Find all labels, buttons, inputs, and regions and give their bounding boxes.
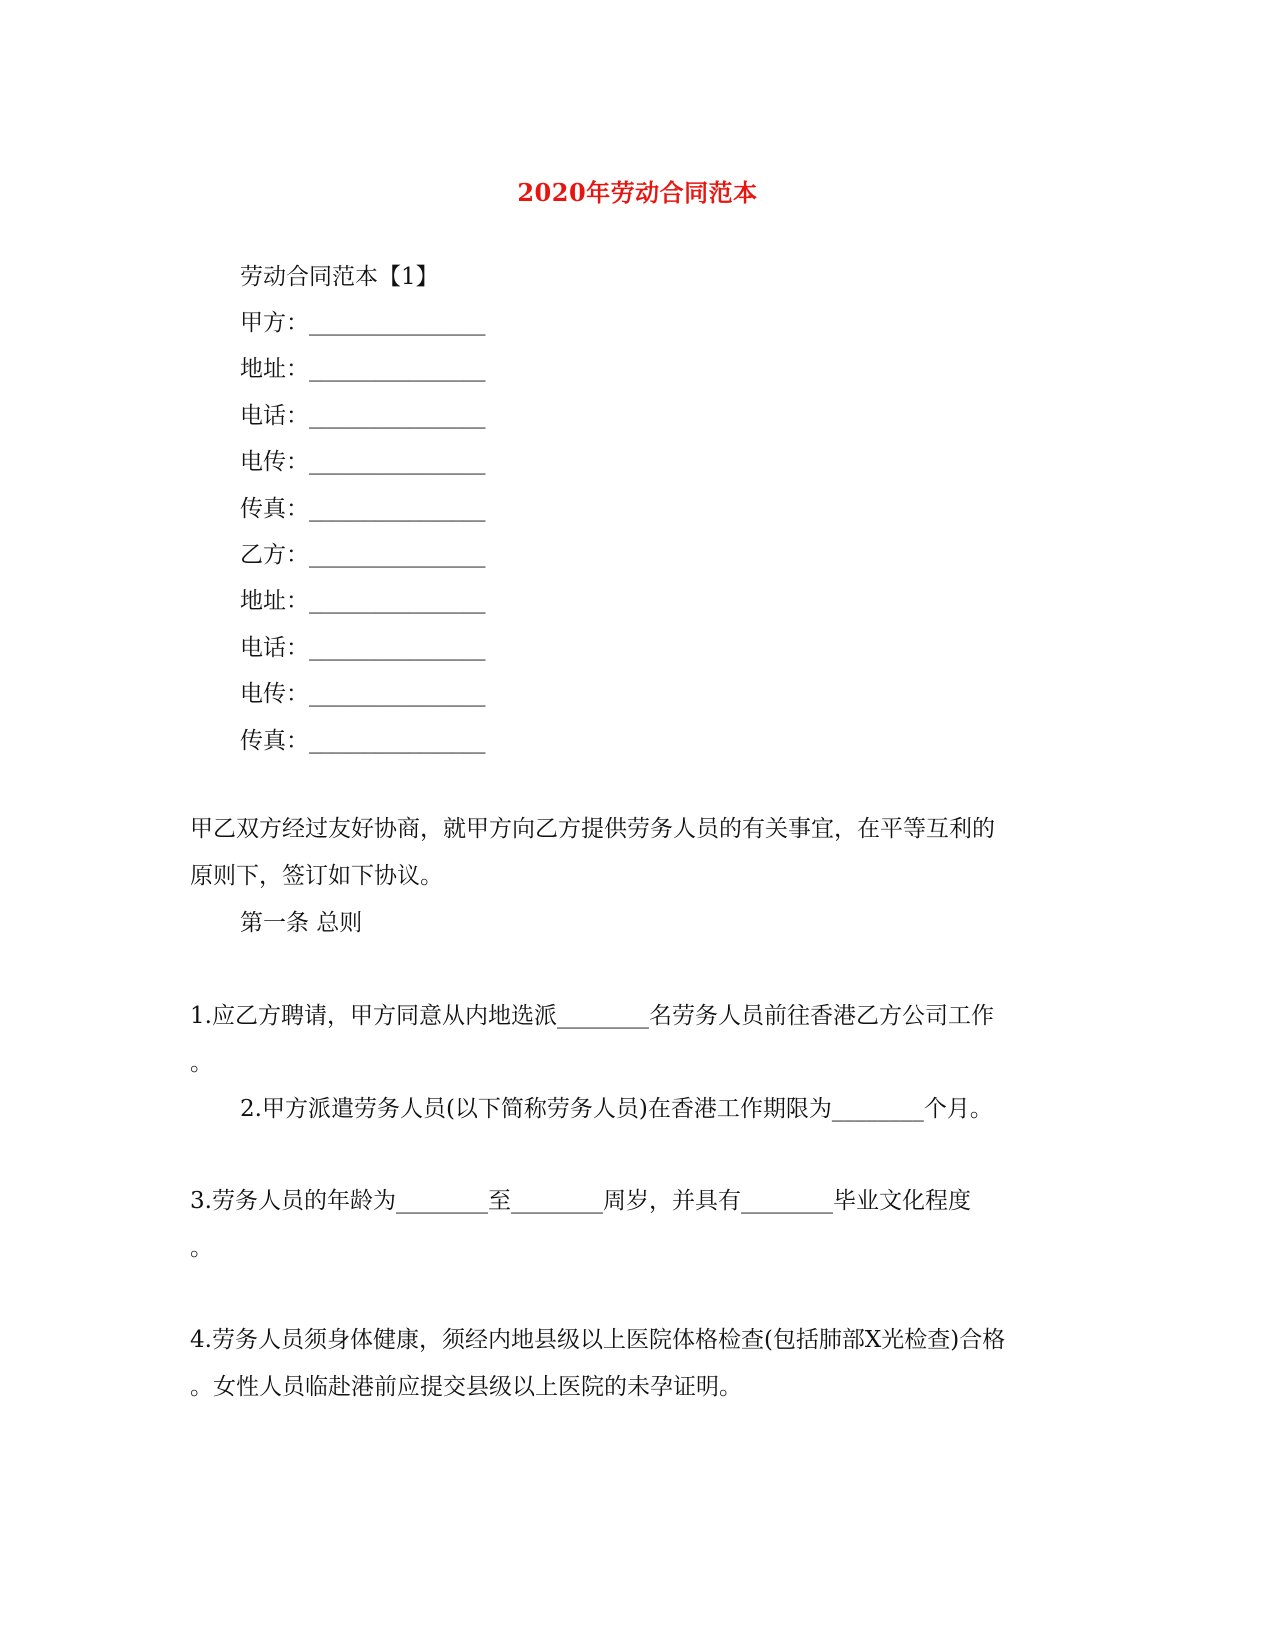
section-heading: 第一条 总则: [240, 910, 363, 936]
clause-1-line-1: 1.应乙方聘请，甲方同意从内地选派________名劳务人员前往香港乙方公司工作: [190, 1003, 994, 1029]
field-label: 传真：: [240, 496, 309, 522]
clause-1-line-2: 。: [190, 1050, 213, 1076]
field-label: 电话：: [240, 403, 309, 429]
page-title: 2020年劳动合同范本: [517, 178, 758, 207]
party-field-row: [240, 308, 485, 338]
clause-2: 2.甲方派遣劳务人员(以下简称劳务人员)在香港工作期限为________个月。: [240, 1096, 993, 1122]
clause-4-line-2: 。女性人员临赴港前应提交县级以上医院的未孕证明。: [190, 1374, 742, 1400]
blank-line: ________________: [309, 356, 485, 382]
party-field-row: [240, 494, 485, 524]
blank-line: ________________: [309, 449, 485, 475]
field-label: 甲方：: [240, 310, 309, 336]
party-field-row: [240, 540, 485, 570]
intro-paragraph-line-2: 原则下，签订如下协议。: [190, 863, 443, 889]
clause-4-line-1: 4.劳务人员须身体健康，须经内地县级以上医院体格检查(包括肺部X光检查)合格: [190, 1327, 1006, 1353]
subtitle: 劳动合同范本【1】: [240, 264, 439, 290]
blank-line: ________________: [309, 403, 485, 429]
field-label: 电传：: [240, 449, 309, 475]
party-field-row: [240, 679, 485, 709]
blank-line: ________________: [309, 728, 485, 754]
clause-3-line-1: 3.劳务人员的年龄为________至________周岁，并具有________毕业文化程度: [190, 1188, 971, 1214]
field-label: 电话：: [240, 635, 309, 661]
party-field-row: [240, 354, 485, 384]
party-field-row: [240, 586, 485, 616]
field-label: 地址：: [240, 588, 309, 614]
field-label: 电传：: [240, 681, 309, 707]
blank-line: ________________: [309, 681, 485, 707]
blank-line: ________________: [309, 496, 485, 522]
party-field-row: [240, 633, 485, 663]
blank-line: ________________: [309, 310, 485, 336]
blank-line: ________________: [309, 542, 485, 568]
party-field-row: [240, 726, 485, 756]
field-label: 地址：: [240, 356, 309, 382]
field-label: 传真：: [240, 728, 309, 754]
party-field-row: [240, 401, 485, 431]
intro-paragraph-line-1: 甲乙双方经过友好协商，就甲方向乙方提供劳务人员的有关事宜，在平等互利的: [190, 816, 995, 842]
party-field-row: [240, 447, 485, 477]
clause-3-line-2: 。: [190, 1235, 213, 1261]
field-label: 乙方：: [240, 542, 309, 568]
blank-line: ________________: [309, 588, 485, 614]
blank-line: ________________: [309, 635, 485, 661]
